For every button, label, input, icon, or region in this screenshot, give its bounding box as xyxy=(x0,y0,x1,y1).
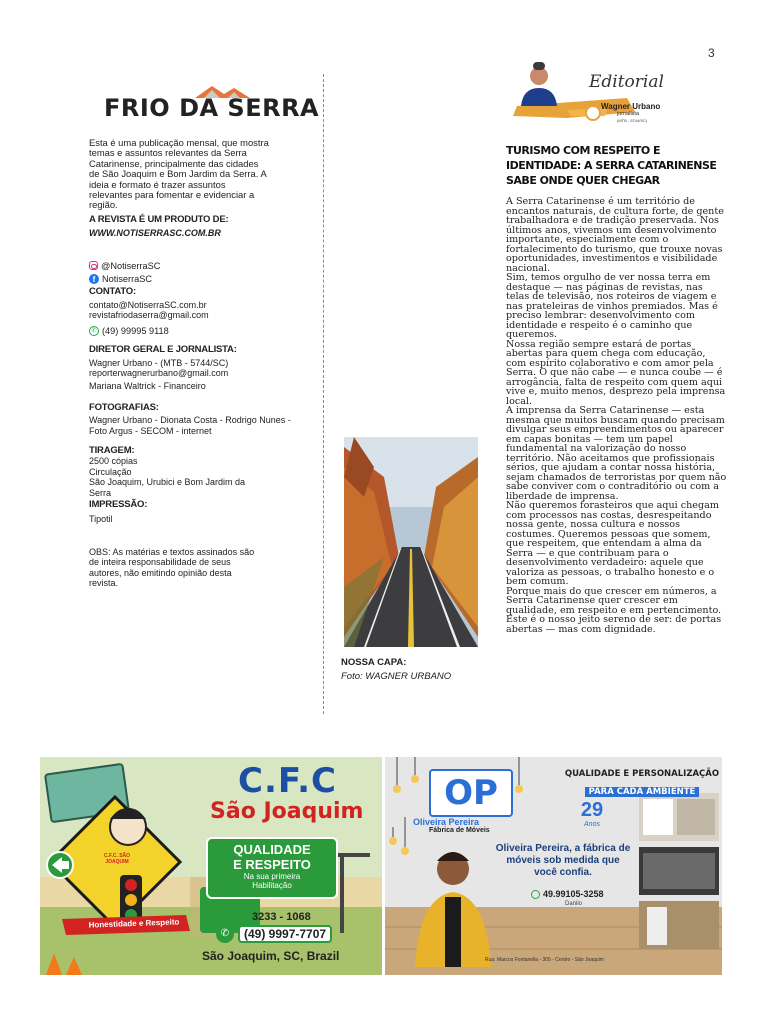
cfc-location: São Joaquim, SC, Brazil xyxy=(202,949,340,963)
op-years-badge xyxy=(571,799,613,833)
cfc-phone1[interactable]: 3233 - 1068 xyxy=(252,911,311,923)
masthead-column xyxy=(89,137,291,588)
print-run-copies: 2500 cópias xyxy=(89,456,138,467)
phone-contact[interactable] xyxy=(89,326,269,336)
email-contact[interactable]: contato@NotiserraSC.com.br xyxy=(89,299,207,310)
op-headline-line2: PARA CADA AMBIENTE xyxy=(585,787,700,797)
cover-caption xyxy=(341,657,451,682)
phone-label: (49) 99995 9118 xyxy=(102,325,169,336)
instagram-handle[interactable] xyxy=(89,261,269,271)
cfc-whatsapp-row[interactable] xyxy=(216,924,356,944)
op-headline-line1: QUALIDADE E PERSONALIZAÇÃO xyxy=(564,769,720,779)
cfc-sign-text: C.F.C. SÃO JOAQUIM xyxy=(103,853,131,865)
editorial-section-label: Editorial xyxy=(589,72,664,92)
op-years: 29 xyxy=(580,799,604,821)
print-run-circulation: Circulação xyxy=(89,466,132,477)
director-line: Wagner Urbano - (MTB - 5744/SC) xyxy=(89,357,229,368)
cfc-phone2: (49) 9997-7707 xyxy=(238,925,332,943)
editorial-author: Wagner Urbano xyxy=(601,102,661,111)
editorial-paragraph: A Serra Catarinense é um território de encantos naturais, de cultura forte, de gente trabalhadora e de tradição preservada. Nos últimos anos, vivemos um desenvolvimento importante, especialmente com o fortalecimento do turismo, que trouxe novas oportunidades, investimentos e visibilidade nacional. xyxy=(506,196,724,274)
product-header: A REVISTA É UM PRODUTO DE: xyxy=(89,213,229,225)
cfc-subtitle: São Joaquim xyxy=(210,799,364,824)
editorial-mtb: (MTB - 5744/SC) xyxy=(617,118,648,123)
editorial-body xyxy=(506,197,728,634)
cfc-quality-badge xyxy=(206,837,338,899)
cover-photo xyxy=(344,437,478,647)
ad-oliveira-pereira[interactable] xyxy=(385,757,722,975)
op-brand: Oliveira Pereira xyxy=(413,817,480,827)
cfc-ribbon-text: Honestidade e Respeito xyxy=(88,917,180,930)
column-divider xyxy=(323,74,324,714)
op-logo: OP xyxy=(429,769,513,817)
print-run-header: TIRAGEM: xyxy=(89,444,135,456)
photos-header: FOTOGRAFIAS: xyxy=(89,401,159,413)
facebook-icon: f xyxy=(89,274,99,284)
contact-header: CONTATO: xyxy=(89,286,136,298)
op-tagline: Fábrica de Móveis xyxy=(429,827,490,834)
whatsapp-icon xyxy=(531,890,540,899)
director-email[interactable]: reporterwagnerurbano@gmail.com xyxy=(89,367,229,378)
website-link[interactable]: WWW.NOTISERRASC.COM.BR xyxy=(89,228,221,239)
editorial-header xyxy=(507,58,677,128)
op-address: Rua: Marcos Fontanella - 305 - Centro - São Joaquim xyxy=(485,957,604,963)
cfc-badge-line2: E RESPEITO xyxy=(233,857,311,872)
editorial-paragraph: Porque mais do que crescer em números, a Serra Catarinense quer crescer em qualidade, em respeito e em pertencimento. Este é o nosso jeito sereno de ser: de portas abertas — mas com dignidade. xyxy=(506,585,722,635)
editorial-paragraph: Não queremos forasteiros que aqui chegam com processos nas costas, desrespeitando nossa gente, nossa cultura e nossos costumes. Queremos pessoas que somem, que respeitem, que entendam a alma da Serra — e que contribuam para o desenvolvimento verdadeiro: aquele que valoriza as pessoas, o trabalho honesto e o bem comum. xyxy=(506,500,719,587)
ad-cfc-sao-joaquim[interactable] xyxy=(40,757,382,975)
op-headline xyxy=(563,769,721,798)
masthead-logo: FRIO DA SERRA xyxy=(104,94,320,122)
cfc-title: C.F.C xyxy=(238,761,337,801)
cfc-badge-line4: Habilitação xyxy=(252,881,292,890)
page-number: 3 xyxy=(708,46,715,60)
op-years-label: Anos xyxy=(584,821,600,828)
cover-credit: Foto: WAGNER URBANO xyxy=(341,671,452,682)
masthead-description: Esta é uma publicação mensal, que mostra temas e assuntos relevantes da Serra Catarinense, principalmente das cidades de São Joaquim e Bom Jardim da Serra. A ideia e formato é trazer assuntos relevantes para fomentar e evidenciar a região. xyxy=(89,137,269,211)
obs-note: OBS: As matérias e textos assinados são de inteira responsabilidade de seus autores, não emitindo opinião desta revista. xyxy=(89,546,255,588)
cfc-badge-line3: Na sua primeira xyxy=(243,872,301,881)
op-contact: Danilo xyxy=(565,901,583,907)
whatsapp-icon: ✆ xyxy=(216,925,234,943)
facebook-label: NotiserraSC xyxy=(102,274,153,285)
cfc-badge-line1: QUALIDADE xyxy=(233,842,311,857)
print-run-cities: São Joaquim, Urubici e Bom Jardim da Serra xyxy=(89,477,246,498)
director-header: DIRETOR GERAL E JORNALISTA: xyxy=(89,344,237,356)
editorial-paragraph: Sim, temos orgulho de ver nossa terra em destaque — nas páginas de revistas, nas telas de televisão, nos roteiros de viagem e nas prateleiras de vinhos premiados. Mas é preciso lembrar: desenvolvimento com identidade e respeito é o caminho que queremos. xyxy=(506,272,718,340)
editorial-paragraph: A imprensa da Serra Catarinense — esta mesma que muitos buscam quando precisam divulgar seus empreendimentos ou aparecer em capas bonitas — tem um papel fundamental na valorização do nosso território. Não aceitamos que profissionais sérios, que ajudam a contar nossa história, sejam chamados de terroristas por quem não sabe conviver com o contraditório ou com a liberdade de imprensa. xyxy=(506,405,727,502)
editorial-paragraph: Nossa região sempre estará de portas abertas para quem chega com educação, com espírito colaborativo e com amor pela Serra. O que não cabe — e nunca coube — é arrogância, falta de respeito com quem aqui vive e, muito menos, desprezo pela imprensa local. xyxy=(506,338,726,407)
whatsapp-icon: ✆ xyxy=(89,326,99,336)
op-phone-row[interactable] xyxy=(531,889,604,899)
op-phone: 49.99105-3258 xyxy=(543,889,604,899)
editorial-role: jornalista xyxy=(617,111,640,117)
brush-stroke-icon xyxy=(507,58,677,128)
editorial-title: TURISMO COM RESPEITO E IDENTIDADE: A SERRA CATARINENSE SABE ONDE QUER CHEGAR xyxy=(506,144,717,187)
photos-credits: Wagner Urbano - Dionata Costa - Rodrigo Nunes - Foto Argus - SECOM - internet xyxy=(89,415,291,436)
finance-line: Mariana Waltrick - Financeiro xyxy=(89,381,206,392)
facebook-handle[interactable] xyxy=(89,274,269,284)
printing-header: IMPRESSÃO: xyxy=(89,498,148,510)
op-pitch: Oliveira Pereira, a fábrica de móveis sob medida que você confia. xyxy=(495,843,631,878)
email-magazine[interactable]: revistafriodaserra@gmail.com xyxy=(89,310,209,321)
instagram-icon xyxy=(89,261,98,270)
cover-label: NOSSA CAPA: xyxy=(341,657,407,668)
instagram-label: @NotiserraSC xyxy=(101,260,161,271)
printing-value: Tipotil xyxy=(89,514,113,525)
